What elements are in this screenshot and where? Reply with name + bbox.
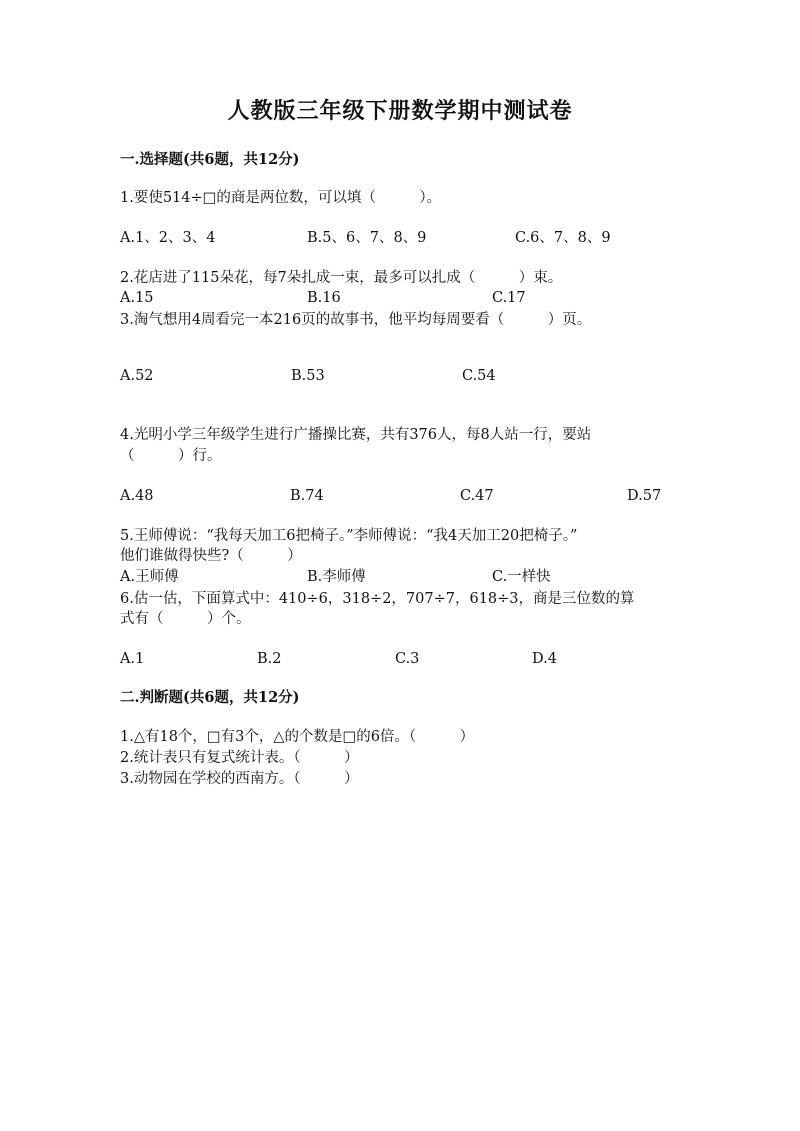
question-5-option-c: C.一样快: [492, 569, 551, 585]
question-6-text-line-1: 6.估一估，下面算式中：410÷6，318÷2，707÷7，618÷3，商是三位数的算: [120, 591, 635, 607]
question-4-option-b: B.74: [290, 488, 324, 504]
question-5-text-line-1: 5.王师傅说：“我每天加工6把椅子。”李师傅说：“我4天加工20把椅子。”: [120, 528, 578, 544]
question-4-option-c: C.47: [460, 488, 494, 504]
question-6-option-b: B.2: [257, 651, 282, 667]
page-title: 人教版三年级下册数学期中测试卷: [227, 98, 573, 124]
judgment-question-2: 2.统计表只有复式统计表。（ ）: [120, 750, 359, 766]
question-3-text: 3.淘气想用4周看完一本216页的故事书，他平均每周要看（ ）页。: [120, 312, 592, 328]
question-2-text: 2.花店进了115朵花，每7朵扎成一束，最多可以扎成（ ）束。: [120, 270, 563, 286]
question-2-option-c: C.17: [492, 290, 526, 306]
question-4-option-d: D.57: [627, 488, 662, 504]
section-heading-true-false: 二.判断题(共6题，共12分): [120, 689, 300, 706]
question-1-option-a: A.1、2、3、4: [120, 230, 216, 246]
question-4-text-line-1: 4.光明小学三年级学生进行广播操比赛，共有376人，每8人站一行，要站: [120, 427, 592, 443]
question-3-option-a: A.52: [120, 368, 154, 384]
question-2-option-a: A.15: [120, 290, 154, 306]
question-4-option-a: A.48: [120, 488, 154, 504]
question-6-text-line-2: 式有（ ）个。: [120, 611, 251, 627]
judgment-question-1: 1.△有18个，□有3个，△的个数是□的6倍。（ ）: [120, 729, 475, 745]
question-3-option-c: C.54: [462, 368, 496, 384]
question-2-option-b: B.16: [307, 290, 341, 306]
question-6-option-a: A.1: [120, 651, 145, 667]
question-6-option-d: D.4: [532, 651, 557, 667]
question-1-option-c: C.6、7、8、9: [515, 230, 611, 246]
question-1-text: 1.要使514÷□的商是两位数，可以填（ ）。: [120, 190, 442, 206]
question-1-option-b: B.5、6、7、8、9: [307, 230, 427, 246]
question-6-option-c: C.3: [395, 651, 420, 667]
question-3-option-b: B.53: [291, 368, 325, 384]
question-4-text-line-2: （ ）行。: [120, 448, 222, 464]
question-5-text-line-2: 他们谁做得快些?（ ）: [120, 548, 302, 564]
question-5-option-a: A.王师傅: [120, 569, 179, 585]
section-heading-multiple-choice: 一.选择题(共6题，共12分): [120, 151, 300, 168]
judgment-question-3: 3.动物园在学校的西南方。（ ）: [120, 771, 359, 787]
question-5-option-b: B.李师傅: [307, 569, 366, 585]
